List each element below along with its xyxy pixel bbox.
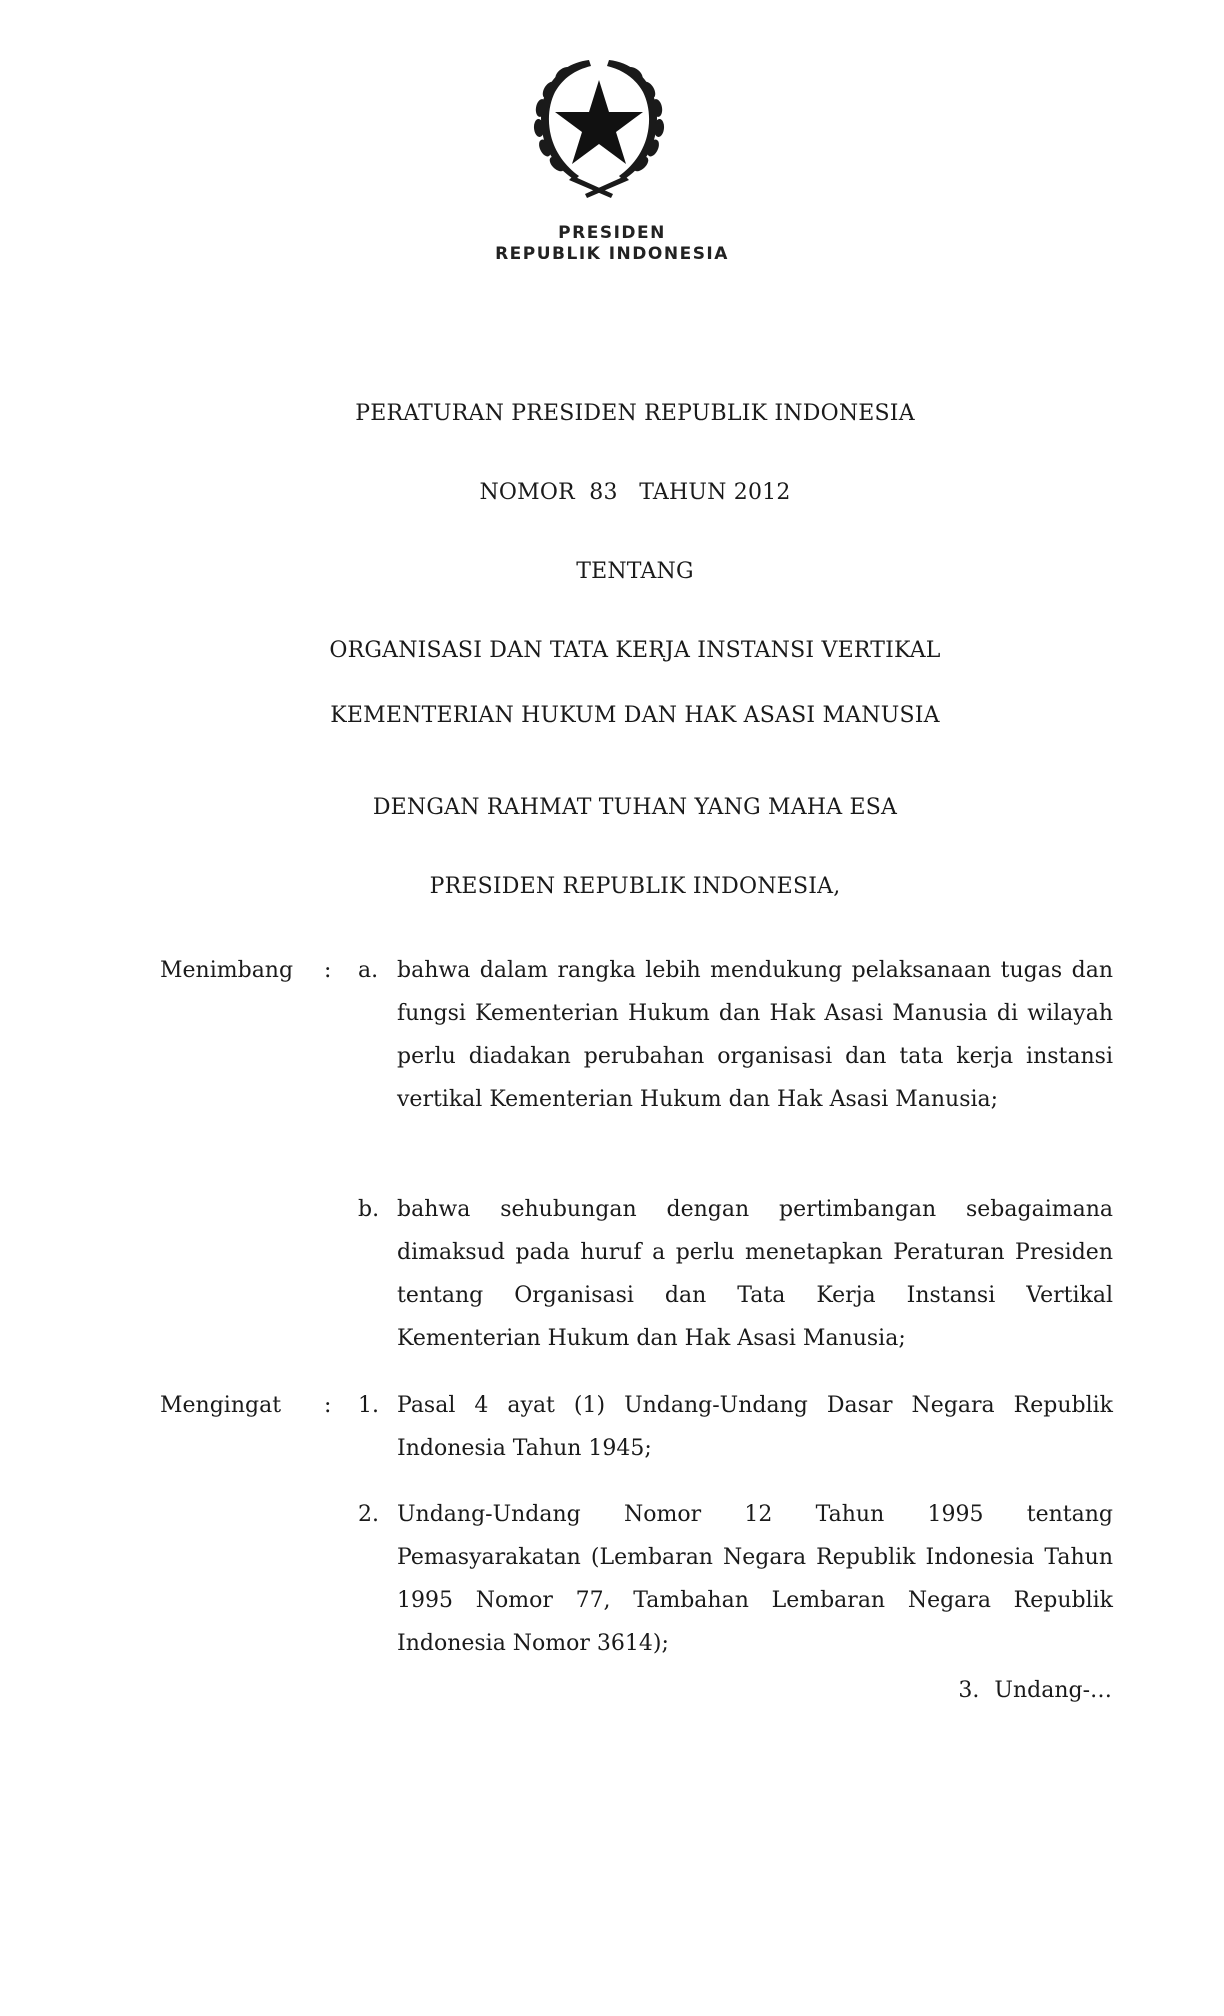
menimbang-item-text: bahwa sehubungan dengan pertimbangan sebagaimana dimaksud pada huruf a perlu menetapkan Peraturan Presiden tentang Organisasi dan Tata Kerja Instansi Vertikal Kementerian Hukum dan Hak Asasi Manusia; [397,1197,1113,1351]
menimbang-item-text: bahwa dalam rangka lebih mendukung pelaksanaan tugas dan fungsi Kementerian Hukum dan Hak Asasi Manusia di wilayah perlu diadakan perubahan organisasi dan tata kerja instansi vertikal Kementerian Hukum dan Hak Asasi Manusia; [397,958,1113,1112]
mengingat-label: Mengingat [160,1393,282,1418]
presidential-emblem-icon [519,52,679,200]
menimbang-item-marker: a. [358,958,379,983]
menimbang-item-marker: b. [358,1197,380,1222]
mengingat-item-marker: 1. [358,1393,379,1418]
menimbang-colon: : [324,958,332,983]
issuer-line: PRESIDEN REPUBLIK INDONESIA, [429,874,841,899]
regulation-title: PERATURAN PRESIDEN REPUBLIK INDONESIA [355,401,915,426]
mengingat-item-text: Pasal 4 ayat (1) Undang-Undang Dasar Negara Republik Indonesia Tahun 1945; [397,1393,1113,1461]
mengingat-colon: : [324,1393,332,1418]
page-continuation: 3. Undang-… [958,1678,1112,1703]
mengingat-item-text: Undang-Undang Nomor 12 Tahun 1995 tentang Pemasyarakatan (Lembaran Negara Republik Indonesia Tahun 1995 Nomor 77, Tambahan Lembaran Negara Republik Indonesia Nomor 3614); [397,1502,1113,1656]
emblem-subtitle: REPUBLIK INDONESIA [495,244,729,264]
menimbang-label: Menimbang [160,958,294,983]
emblem-title: PRESIDEN [558,223,666,243]
regulation-about: TENTANG [576,559,694,584]
regulation-subject-line-2: KEMENTERIAN HUKUM DAN HAK ASASI MANUSIA [330,703,940,728]
regulation-subject-line-1: ORGANISASI DAN TATA KERJA INSTANSI VERTIKAL [329,638,941,663]
regulation-number: NOMOR 83 TAHUN 2012 [479,480,791,505]
blessing-line: DENGAN RAHMAT TUHAN YANG MAHA ESA [372,795,898,820]
mengingat-item-marker: 2. [358,1502,379,1527]
